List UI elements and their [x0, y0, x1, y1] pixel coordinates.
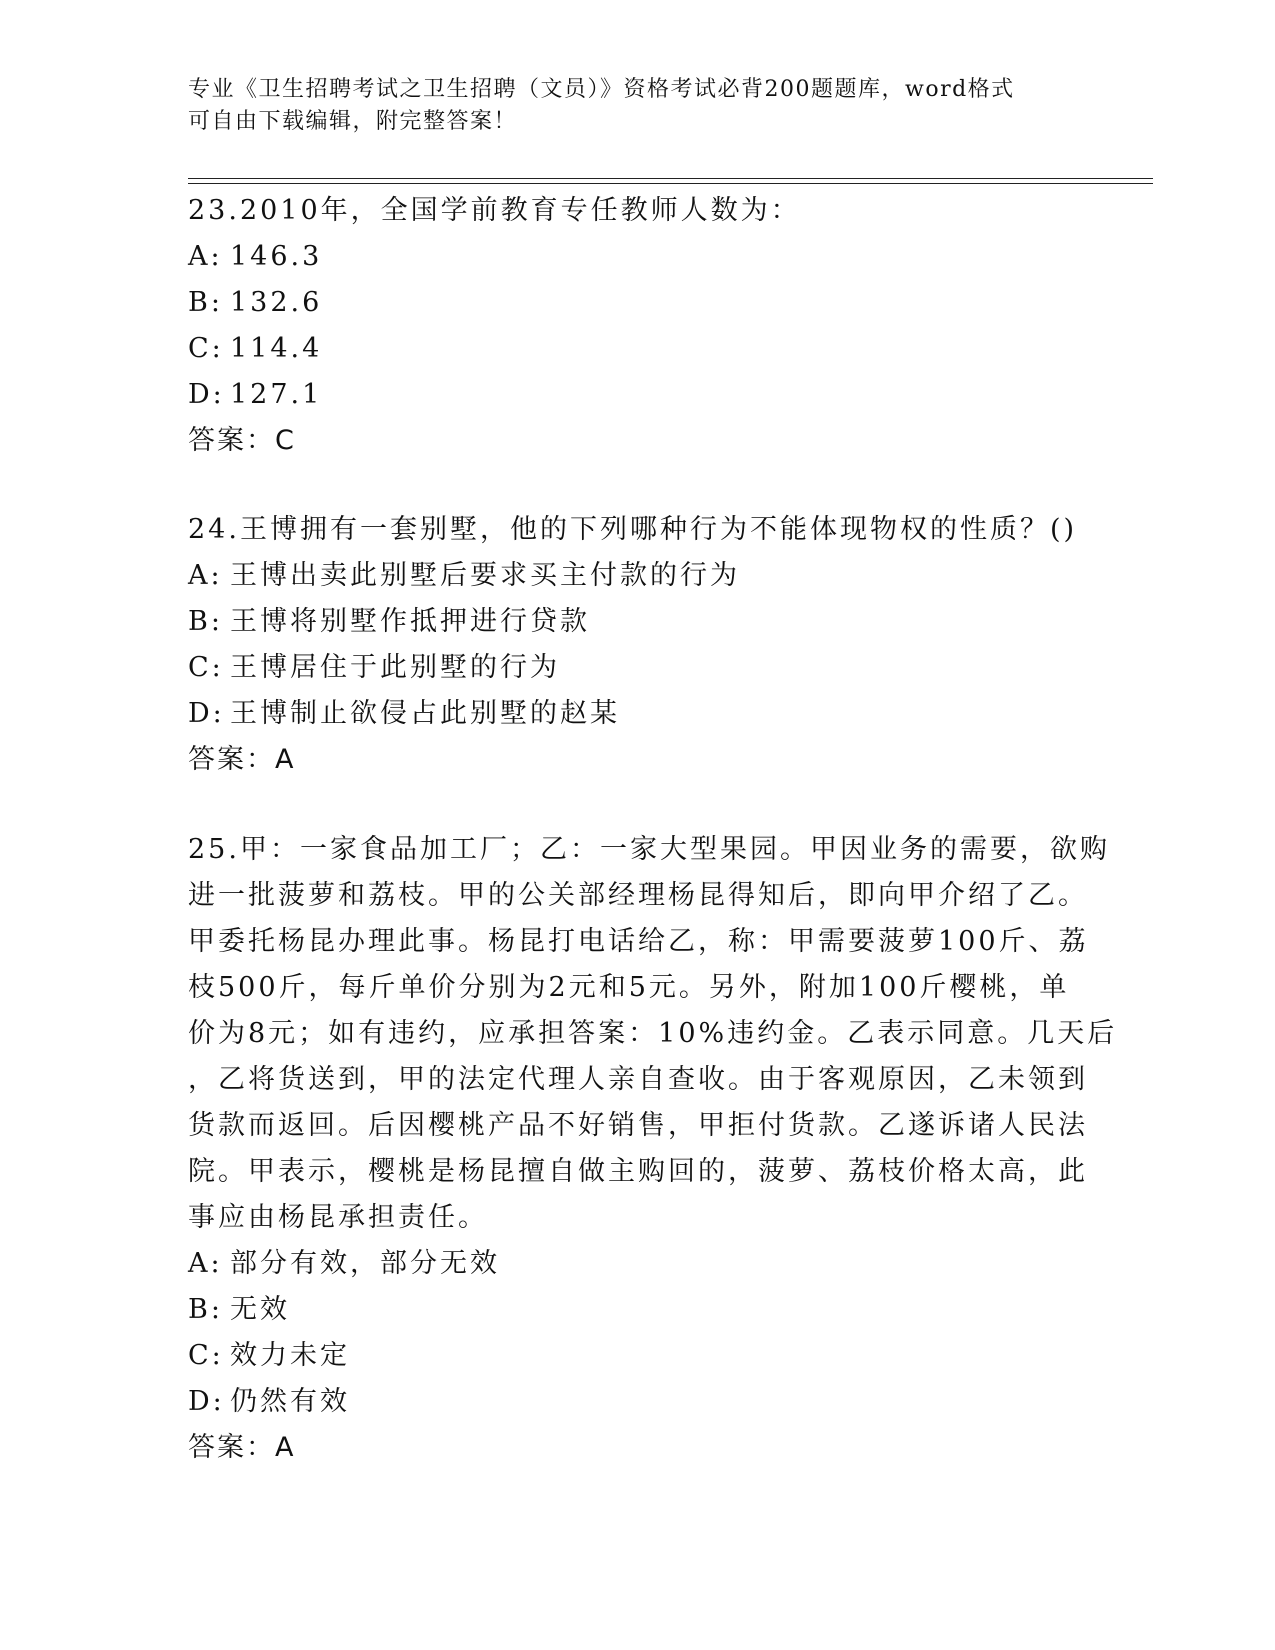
question-line: 枝500斤，每斤单价分别为2元和5元。另外，附加100斤樱桃，单: [188, 972, 1070, 1003]
answer-line: 答案：C: [188, 425, 296, 456]
option-key: D:: [188, 379, 225, 410]
option-key: B:: [188, 287, 223, 318]
question-line: 甲委托杨昆办理此事。杨昆打电话给乙，称：甲需要菠萝100斤、荔: [188, 926, 1089, 957]
header-line-2: 可自由下载编辑，附完整答案！: [188, 109, 518, 134]
header-divider-bottom: [188, 183, 1153, 184]
option-a: [188, 1241, 1088, 1287]
question-text: [188, 188, 1088, 234]
option-b: [188, 1287, 1088, 1333]
option-text: 王博将别墅作抵押进行贷款: [230, 606, 590, 637]
question-line: 进一批菠萝和荔枝。甲的公关部经理杨昆得知后，即向甲介绍了乙。: [188, 880, 1088, 911]
option-text: 部分有效，部分无效: [230, 1248, 500, 1279]
option-c: [188, 1333, 1088, 1379]
option-text: 132.6: [230, 287, 323, 318]
option-key: A:: [188, 241, 223, 272]
option-c: [188, 326, 1088, 372]
document-header: [188, 74, 1068, 138]
option-key: C:: [188, 333, 224, 364]
option-d: [188, 372, 1088, 418]
question-line: 价为8元；如有违约，应承担答案：10%违约金。乙表示同意。几天后: [188, 1018, 1118, 1049]
option-a: [188, 553, 1088, 599]
option-key: A:: [188, 560, 223, 591]
question-line: 24.王博拥有一套别墅，他的下列哪种行为不能体现物权的性质？(): [188, 514, 1078, 545]
question-line: 23.2010年，全国学前教育专任教师人数为：: [188, 195, 801, 226]
question-text: [188, 827, 1118, 1241]
header-line-1: 专业《卫生招聘考试之卫生招聘（文员）》资格考试必背200题题库，word格式: [188, 77, 1015, 102]
option-text: 127.1: [230, 379, 323, 410]
option-text: 无效: [230, 1294, 290, 1325]
option-text: 114.4: [230, 333, 323, 364]
option-key: D:: [188, 1386, 225, 1417]
option-key: C:: [188, 652, 224, 683]
answer-line: 答案：A: [188, 1432, 296, 1463]
answer-line: 答案：A: [188, 744, 296, 775]
option-text: 仍然有效: [230, 1386, 350, 1417]
header-divider-top: [188, 178, 1153, 179]
option-key: A:: [188, 1248, 223, 1279]
question-text: [188, 507, 1088, 553]
option-b: [188, 599, 1088, 645]
question-line: ，乙将货送到，甲的法定代理人亲自查收。由于客观原因，乙未领到: [188, 1064, 1088, 1095]
option-b: [188, 280, 1088, 326]
question-line: 货款而返回。后因樱桃产品不好销售，甲拒付货款。乙遂诉诸人民法: [188, 1110, 1088, 1141]
option-text: 王博居住于此别墅的行为: [230, 652, 560, 683]
option-key: D:: [188, 698, 225, 729]
option-text: 效力未定: [230, 1340, 350, 1371]
question-25: [188, 827, 1118, 1471]
option-d: [188, 1379, 1088, 1425]
question-23: [188, 188, 1088, 464]
option-key: B:: [188, 606, 223, 637]
question-line: 院。甲表示，樱桃是杨昆擅自做主购回的，菠萝、荔枝价格太高，此: [188, 1156, 1088, 1187]
option-c: [188, 645, 1088, 691]
question-line: 25.甲：一家食品加工厂；乙：一家大型果园。甲因业务的需要，欲购: [188, 834, 1110, 865]
question-line: 事应由杨昆承担责任。: [188, 1202, 488, 1233]
option-text: 王博出卖此别墅后要求买主付款的行为: [230, 560, 740, 591]
option-d: [188, 691, 1088, 737]
option-text: 146.3: [230, 241, 323, 272]
option-a: [188, 234, 1088, 280]
option-key: C:: [188, 1340, 224, 1371]
question-24: [188, 507, 1088, 783]
option-key: B:: [188, 1294, 223, 1325]
option-text: 王博制止欲侵占此别墅的赵某: [230, 698, 620, 729]
